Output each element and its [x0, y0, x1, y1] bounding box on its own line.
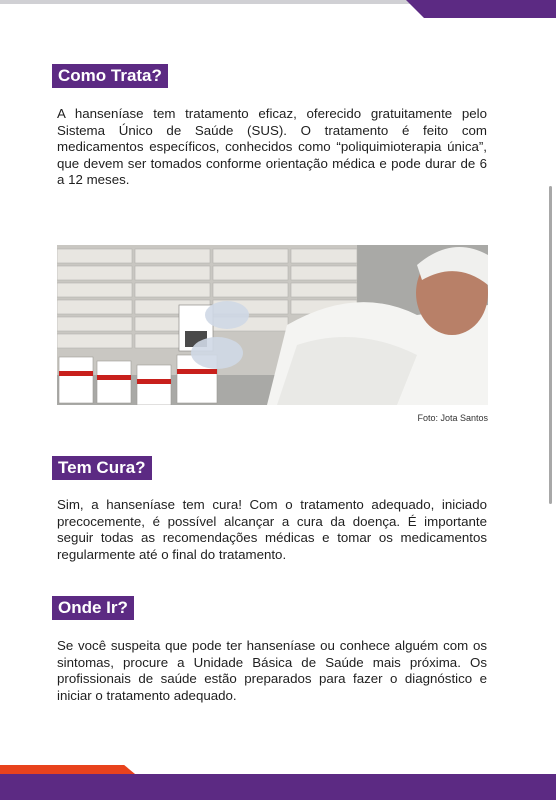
section-text-onde-ir: Se você suspeita que pode ter hanseníase ou conhece alguém com os sintomas, procure a Unidade Básica de Saúde mais próxima. Os profissionais de saúde estão preparados para fazer o diagnóstico e iniciar o tratamento adequado. [57, 638, 487, 703]
section-heading-como-trata: Como Trata? [52, 64, 168, 88]
top-accent-stripe [406, 0, 556, 18]
section-text-como-trata: A hanseníase tem tratamento eficaz, oferecido gratuitamente pelo Sistema Único de Saúde (SUS). O tratamento é feito com medicamentos específicos, conhecidos como “poliquimioterapia única”, que devem ser tomados conforme orientação médica e pode durar de 6 a 12 meses. [57, 106, 487, 187]
section-heading-onde-ir: Onde Ir? [52, 596, 134, 620]
photo-illustration [57, 245, 488, 405]
medication-photo [57, 245, 488, 405]
footer-bar [0, 774, 556, 800]
photo-caption: Foto: Jota Santos [417, 413, 488, 423]
footer-accent-stripe [0, 765, 135, 774]
vertical-scrollbar[interactable] [549, 186, 552, 504]
section-text-tem-cura: Sim, a hanseníase tem cura! Com o tratamento adequado, iniciado precocemente, é possível alcançar a cura da doença. É importante seguir todas as recomendações médicas e tomar os medicamentos regularmente até o final do tratamento. [57, 497, 487, 562]
section-heading-tem-cura: Tem Cura? [52, 456, 152, 480]
